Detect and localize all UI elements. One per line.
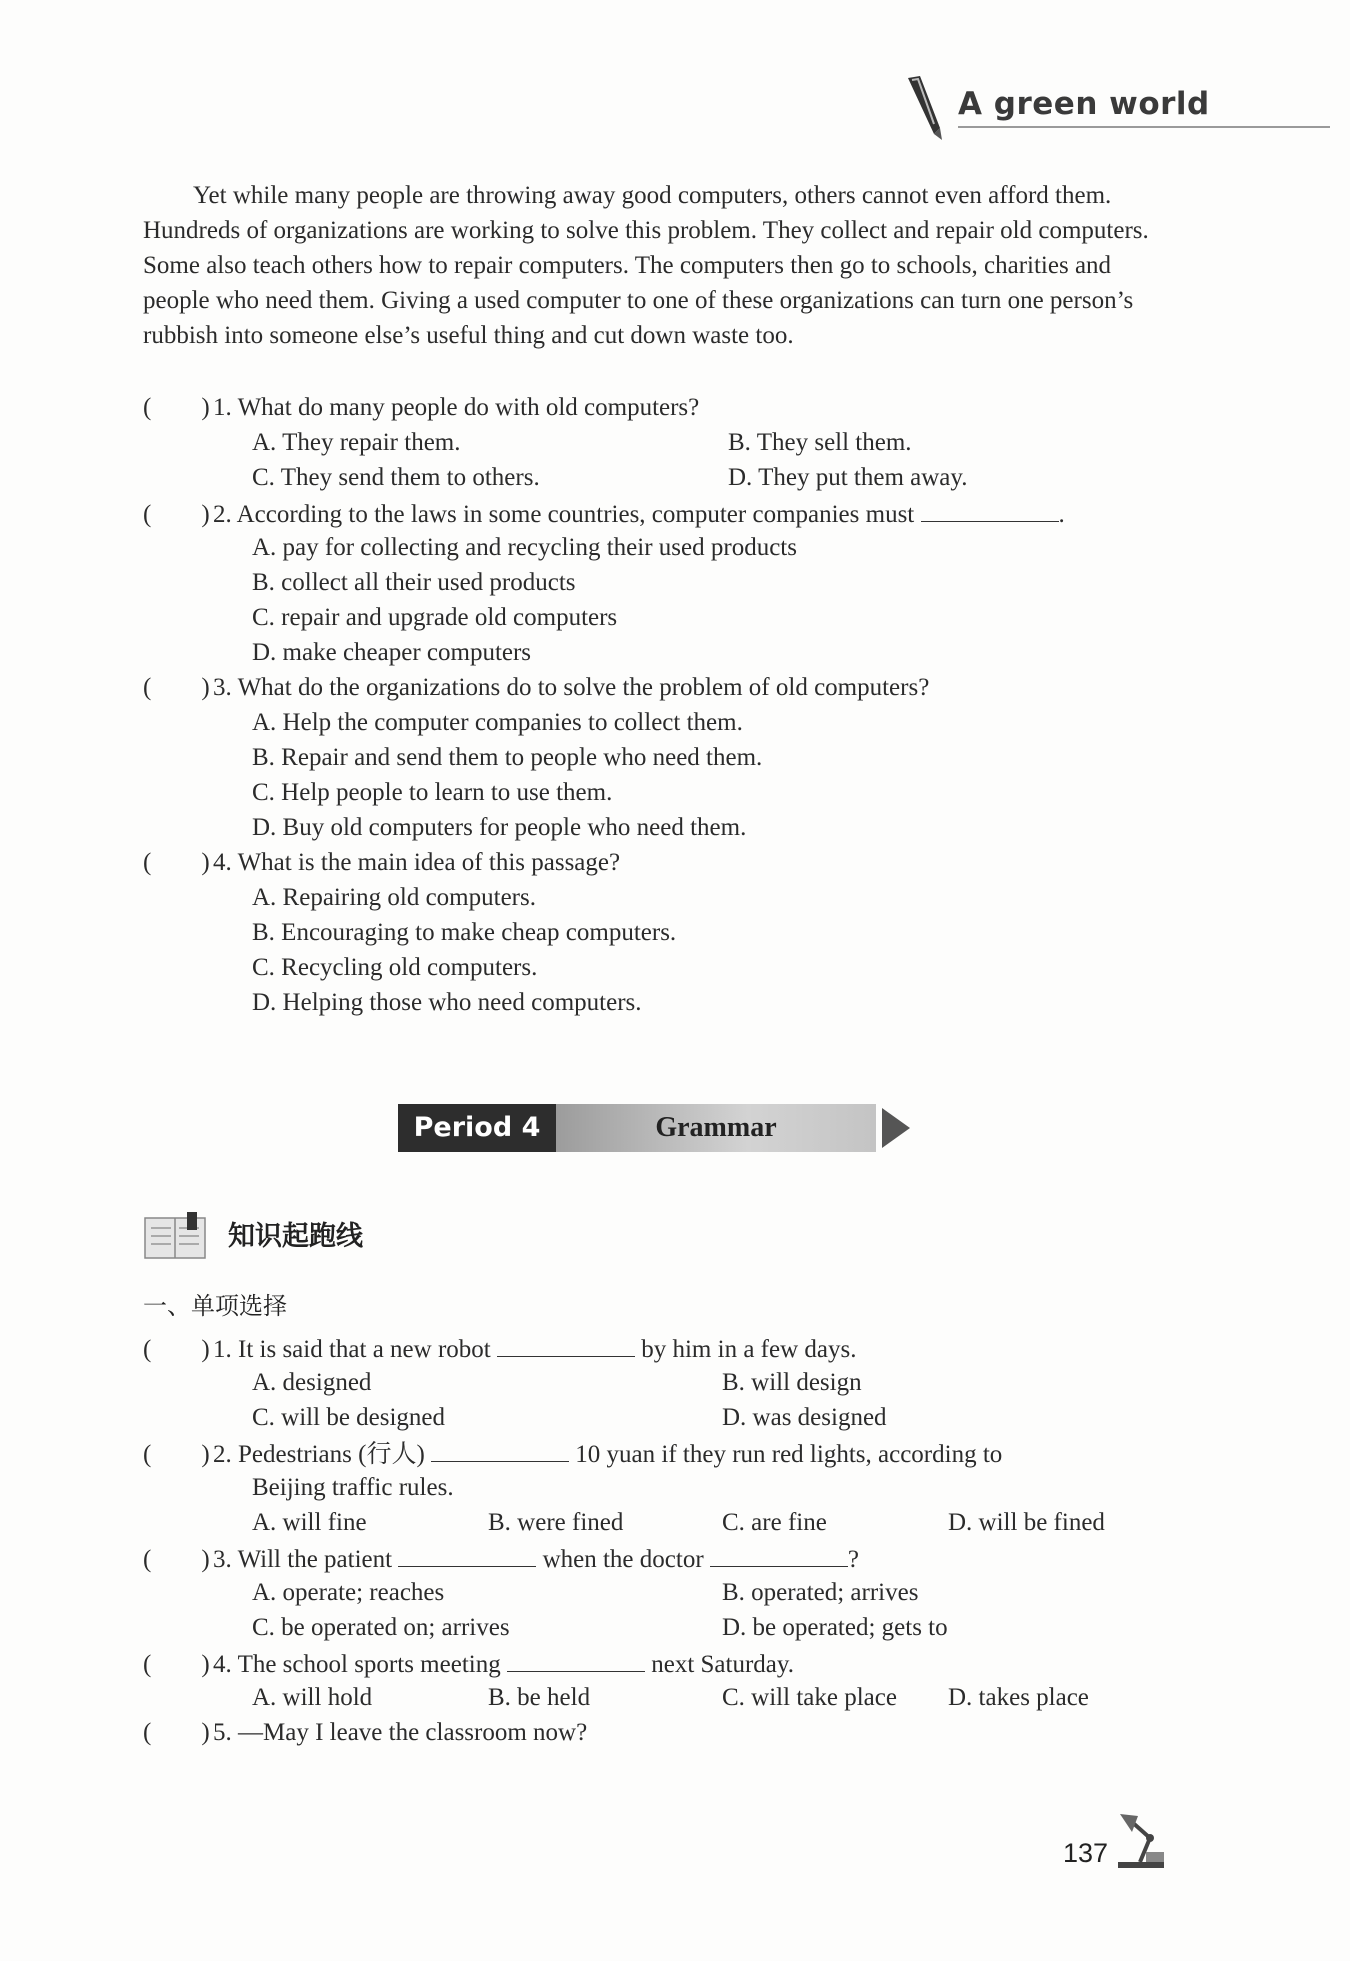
option: B. Repair and send them to people who need them. <box>252 744 763 771</box>
answer-paren: ( ) <box>143 1546 210 1573</box>
arrow-icon <box>882 1108 910 1148</box>
option: A. will fine <box>252 1509 367 1536</box>
question-text: What do the organizations do to solve the problem of old computers? <box>237 674 930 701</box>
section-title: 知识起跑线 <box>228 1221 363 1252</box>
option: C. Recycling old computers. <box>252 954 538 981</box>
option: B. operated; arrives <box>722 1579 919 1606</box>
period-title: Grammar <box>556 1104 876 1152</box>
answer-paren: ( ) <box>143 1651 210 1678</box>
option: D. Buy old computers for people who need them. <box>252 814 747 841</box>
question-text: What is the main idea of this passage? <box>237 849 621 876</box>
option: B. will design <box>722 1369 862 1396</box>
reading-passage: Yet while many people are throwing away good computers, others cannot even afford them. Hundreds of organizations are working to solve this problem. They collect and repair old computers. Some also teach others how to repair computers. The computers then go to schools, charities and people who need them. Giving a used computer to one of these organizations can turn one person’s rubbish into someone else’s useful thing and cut down waste too. <box>143 182 1149 349</box>
option: A. pay for collecting and recycling their used products <box>252 534 797 561</box>
option: A. They repair them. <box>252 429 461 456</box>
header-title: A green world <box>958 86 1210 122</box>
answer-paren: ( ) <box>143 1719 210 1746</box>
option: B. They sell them. <box>728 429 912 456</box>
option: C. repair and upgrade old computers <box>252 604 618 631</box>
answer-paren: ( ) <box>143 501 210 528</box>
option: D. was designed <box>722 1404 887 1431</box>
answer-paren: ( ) <box>143 1336 210 1363</box>
option: C. be operated on; arrives <box>252 1614 510 1641</box>
answer-paren: ( ) <box>143 1441 210 1468</box>
option: A. operate; reaches <box>252 1579 445 1606</box>
answer-blank <box>398 1540 536 1567</box>
lamp-icon <box>1110 1808 1172 1870</box>
option: D. be operated; gets to <box>722 1614 948 1641</box>
textbook-page: A green world Yet while many people are throwing away good computers, others cannot even afford them. Hundreds of organizations are working to solve this problem. They collect and repair old computers. Some also teach others how to repair computers. The computers then go to schools, charities and people who need them. Giving a used computer to one of these organizations can turn one person’s rubbish into someone else’s useful thing and cut down waste too. ( ) 1. What do many people do with old computers? A. They repair them. B. They sell them. C. They send them to others. D. They put them away. ( ) 2. According to the laws in some countries, computer companies must . A. pay for collecting and recycling their used products B. collect all their used products C. repair and upgrade old computers D. make cheaper computers ( ) 3. What do the organizations do to solve the problem of old computers? A. Help the computer companies to collect them. B. Repair and send them to people who need them. C. Help people to learn to use them. D. Buy old computers for people who need them. ( ) 4. What is the main idea of this passage? A. Repairing old computers. B. Encouraging to make cheap computers. C. Recycling old computers. D. Helping those who need computers. Period 4 Grammar 知识起跑线 一、单项选择 ( ) 1. It is said that a new robot by him in a few days. A. designed B. will design C. will be designed D. was designed ( ) 2. Pedestrians (行人) 10 yuan if they run red lights, according to Beijing traffic rules. A. will fine B. were fined C. are fine D. will be fined ( ) 3. Will the patient when the doctor ? A. operate; reaches B. operated; arrives C. be operated on; arrives D. be operated; gets to ( ) 4. The school sports meeting next Saturday. A. will hold B. be held C. will take place D. takes place ( ) 5. —May I leave the classroom now? 137 <box>0 0 1350 1961</box>
answer-paren: ( ) <box>143 674 210 701</box>
option: A. Help the computer companies to collect them. <box>252 709 743 736</box>
option: B. Encouraging to make cheap computers. <box>252 919 677 946</box>
option: C. will be designed <box>252 1404 446 1431</box>
page-header <box>900 70 1330 150</box>
period-label: Period 4 <box>398 1104 556 1152</box>
section-subtitle: 一、单项选择 <box>143 1292 287 1320</box>
answer-blank <box>431 1435 569 1462</box>
option: B. collect all their used products <box>252 569 576 596</box>
answer-paren: ( ) <box>143 394 210 421</box>
option: D. They put them away. <box>728 464 968 491</box>
option: B. be held <box>488 1684 591 1711</box>
option: D. takes place <box>948 1684 1089 1711</box>
option: C. are fine <box>722 1509 827 1536</box>
answer-blank <box>921 495 1059 522</box>
page-number: 137 <box>1063 1838 1109 1868</box>
question-continuation: Beijing traffic rules. <box>252 1474 454 1501</box>
header-rule <box>958 126 1330 128</box>
period-banner <box>398 1104 918 1154</box>
option: C. will take place <box>722 1684 897 1711</box>
option: D. will be fined <box>948 1509 1105 1536</box>
option: D. make cheaper computers <box>252 639 532 666</box>
answer-blank <box>710 1540 848 1567</box>
option: D. Helping those who need computers. <box>252 989 642 1016</box>
answer-blank <box>497 1330 635 1357</box>
option: A. designed <box>252 1369 372 1396</box>
pen-icon <box>900 74 950 144</box>
option: A. will hold <box>252 1684 373 1711</box>
option: C. They send them to others. <box>252 464 540 491</box>
question-text: What do many people do with old computers? <box>237 394 700 421</box>
answer-paren: ( ) <box>143 849 210 876</box>
answer-blank <box>507 1645 645 1672</box>
option: C. Help people to learn to use them. <box>252 779 613 806</box>
option: A. Repairing old computers. <box>252 884 536 911</box>
question-text: According to the laws in some countries, computer companies must <box>236 501 915 528</box>
book-icon <box>143 1212 209 1262</box>
option: B. were fined <box>488 1509 624 1536</box>
